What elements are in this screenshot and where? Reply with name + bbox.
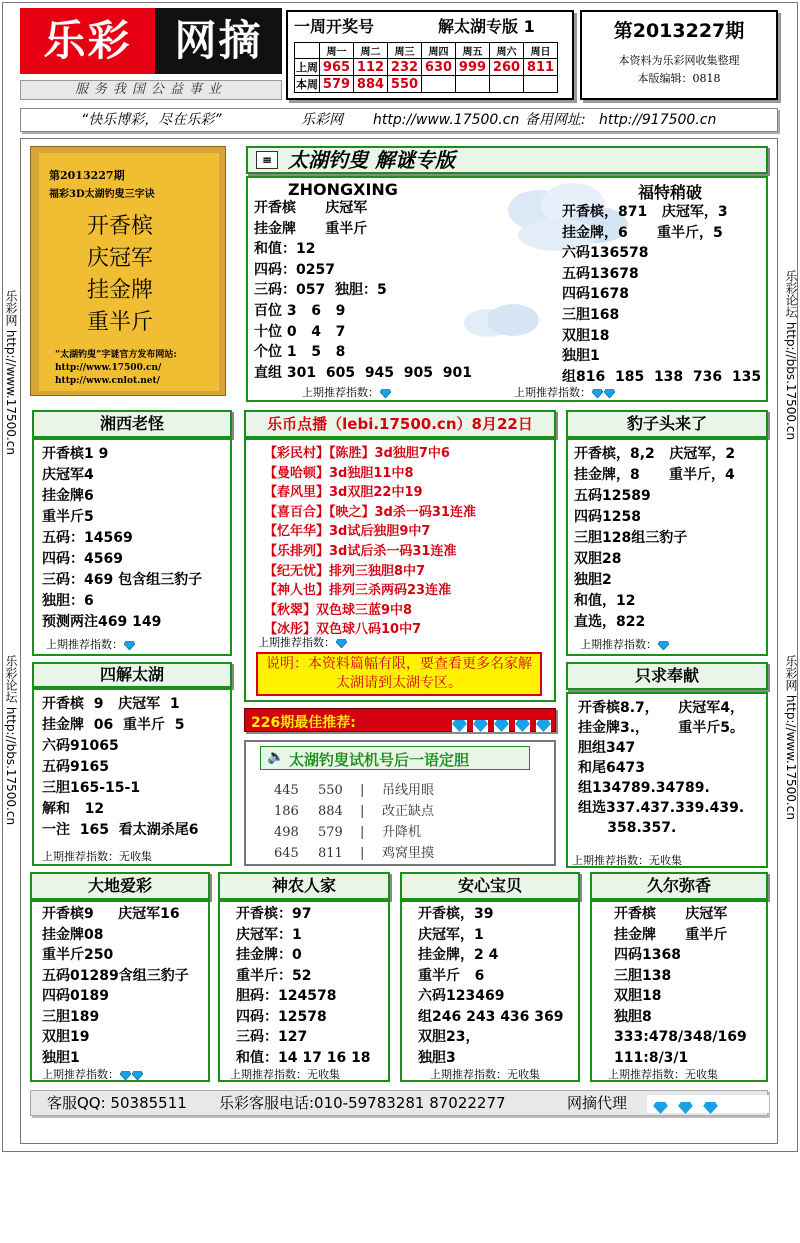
- footer-agent[interactable]: 网摘代理: [567, 1094, 628, 1112]
- pred-line: 四码：12578: [236, 1008, 327, 1025]
- shiji-row: [274, 801, 434, 822]
- day-header: 周六: [490, 43, 524, 59]
- rating-row: [580, 636, 669, 652]
- expert-lines: [562, 202, 761, 387]
- diamond-icon: [515, 720, 530, 732]
- draw-table: [294, 42, 558, 93]
- pred-line: 双胆18: [562, 327, 610, 344]
- poster-footer: [55, 349, 177, 388]
- pred-line: 开香槟 庆冠军: [254, 200, 368, 216]
- pred-line: 独胆：6: [42, 593, 94, 609]
- rating-label: 上期推荐指数：无收集: [572, 854, 682, 867]
- dadi-title: 大地爱彩: [30, 872, 210, 900]
- taihu-title: [246, 146, 768, 174]
- pred-line: 独胆1: [42, 1049, 80, 1066]
- shiji-row: [274, 822, 434, 843]
- broadcast-item[interactable]: 【彩民村】【陈胜】3d独胆7中6: [264, 446, 450, 461]
- taihu-panel: [246, 176, 768, 402]
- taihu-title-text: 太湖钓叟 解谜专版: [288, 148, 455, 172]
- pred-line: 重半斤250: [42, 947, 114, 963]
- shiji-cell: 升降机: [382, 825, 422, 840]
- shiji-cell: 884: [318, 804, 343, 819]
- diamond-icon: [120, 1071, 131, 1080]
- pred-line: 挂金牌：0: [236, 947, 302, 963]
- riddle-poster: [30, 146, 226, 396]
- draw-number: [490, 76, 524, 93]
- issue-editor: 本版编辑：0818: [637, 72, 721, 85]
- diamond-icon: [380, 389, 391, 398]
- poster-inner: [39, 153, 219, 391]
- rating-row: [514, 384, 615, 400]
- pred-line: 挂金牌3.， 重半斤5。: [578, 720, 745, 736]
- shiji-table: [274, 780, 434, 864]
- draw-number: 999: [456, 59, 490, 76]
- shiji-title: 太湖钓叟试机号后一语定胆: [289, 751, 470, 769]
- rating-label: 上期推荐指数：: [258, 636, 335, 649]
- pred-line: 和尾6473: [578, 760, 645, 776]
- diamond-icon: [703, 1102, 718, 1114]
- slogan-quote: “快乐博彩，尽在乐彩”: [81, 112, 222, 128]
- pred-line: 重半斤5: [42, 509, 94, 525]
- xiangxi-title: 湘西老怪: [32, 410, 232, 438]
- shennong-title: 神农人家: [218, 872, 390, 900]
- expert-name: 福特稍破: [638, 183, 703, 202]
- best-rating: [451, 715, 551, 734]
- poster-url[interactable]: http://www.cnlot.net/: [55, 376, 160, 386]
- pred-line: 三胆189: [42, 1008, 100, 1025]
- diamond-icon: [592, 389, 603, 398]
- rating-row: [302, 384, 391, 400]
- pred-line: 双胆18: [614, 988, 662, 1004]
- corner-cell: [295, 43, 320, 59]
- pred-lines: [574, 444, 735, 633]
- shiji-sep: |: [360, 825, 365, 840]
- pred-line: 四码：4569: [42, 551, 123, 567]
- newspaper-icon: ≡: [256, 151, 278, 169]
- rating-label: 上期推荐指数：无收集: [608, 1068, 718, 1081]
- speaker-icon: 🔈: [267, 749, 285, 765]
- issue-note: 本资料为乐彩网收集整理: [618, 54, 740, 67]
- pred-line: 挂金牌 06 重半斤 5: [42, 717, 185, 733]
- rating-label: 上期推荐指数：: [302, 386, 379, 399]
- pred-line: 开香槟 9 庆冠军 1: [42, 696, 180, 712]
- baozi-title: 豹子头来了: [566, 410, 768, 438]
- poster-url[interactable]: http://www.17500.cn/: [55, 363, 162, 373]
- pred-line: 组816 185 138 736 135: [562, 368, 762, 385]
- anxin-title: 安心宝贝: [400, 872, 580, 900]
- pred-line: 和值，12: [574, 593, 636, 609]
- diamond-icon: [653, 1102, 668, 1114]
- day-header: 周日: [524, 43, 558, 59]
- draw-number: [422, 76, 456, 93]
- shiji-cell: 498: [274, 825, 299, 840]
- shiji-cell: 811: [318, 846, 343, 861]
- pred-line: 个位 1 5 8: [254, 344, 346, 361]
- shiji-row: [274, 843, 434, 864]
- draw-number: 112: [354, 59, 388, 76]
- rating-label: 上期推荐指数：无收集: [230, 1068, 340, 1081]
- draw-number: 579: [320, 76, 354, 93]
- draw-number: 232: [388, 59, 422, 76]
- broadcast-panel: [244, 438, 556, 702]
- broadcast-item[interactable]: 【神人也】排列三杀两码23连准: [264, 583, 452, 599]
- pred-line: 四码1368: [614, 947, 681, 963]
- pred-line: 挂金牌6: [42, 488, 94, 504]
- best-bar: [244, 708, 556, 732]
- rating-label: 上期推荐指数：无收集: [430, 1068, 540, 1081]
- pred-line: 三码：057 独胆：5: [254, 282, 387, 299]
- pred-line: 独胆3: [418, 1049, 456, 1066]
- pred-line: 组246 243 436 369: [418, 1008, 564, 1025]
- footer-qq[interactable]: 客服QQ: 50385511: [47, 1094, 187, 1112]
- poster-subtitle: 福彩3D太湖钓叟三字诀: [49, 189, 155, 200]
- sijie-panel: [32, 688, 232, 866]
- shiji-cell: 550: [318, 783, 343, 798]
- logo-slogan: 服务我国公益事业: [20, 80, 282, 100]
- issue-box: [580, 10, 778, 100]
- pred-line: 六码136578: [562, 245, 649, 262]
- pred-line: 开香槟9 庆冠军16: [42, 906, 180, 922]
- draw-subtitle: 解太湖专版 1: [438, 17, 535, 36]
- pred-line: 四码0189: [42, 988, 109, 1004]
- pred-line: 挂金牌，2 4: [418, 947, 499, 963]
- shiji-panel: [244, 740, 556, 866]
- row-label: 上周: [295, 59, 320, 76]
- broadcast-item[interactable]: 【曼哈顿】3d独胆11中8: [264, 465, 414, 481]
- pred-line: 五码13678: [562, 265, 639, 282]
- pred-line: 双胆23，: [418, 1029, 480, 1045]
- rating-label: 上期推荐指数：: [46, 638, 123, 651]
- shiji-cell: 改正缺点: [382, 804, 435, 819]
- pred-line: 和值：14 17 16 18: [236, 1049, 371, 1066]
- pred-line: 重半斤 6: [418, 967, 485, 984]
- pred-line: 预测两注469 149: [42, 614, 162, 630]
- pred-lines: [42, 904, 189, 1068]
- anxin-panel: [400, 900, 580, 1082]
- pred-line: 开香槟，39: [418, 906, 494, 922]
- pred-line: 333:478/348/169: [614, 1029, 747, 1045]
- backup-label: 备用网址:: [525, 112, 586, 128]
- pred-lines: [418, 904, 564, 1068]
- pred-line: 挂金牌08: [42, 926, 104, 943]
- pred-line: 挂金牌，6 重半斤，5: [562, 224, 723, 241]
- pred-line: 庆冠军：1: [236, 926, 302, 943]
- broadcast-list: [264, 444, 476, 640]
- broadcast-item[interactable]: 【乐排列】3d试后杀一码31连准: [264, 543, 457, 559]
- site-url[interactable]: http://www.17500.cn: [373, 112, 520, 128]
- diamond-icon: [473, 720, 488, 732]
- logo: [20, 8, 282, 100]
- baozi-panel: [566, 438, 768, 656]
- shiji-sep: |: [360, 804, 365, 819]
- riddle-line: 重半斤: [87, 310, 154, 335]
- shiji-cell: 579: [318, 825, 343, 840]
- pred-line: 五码9165: [42, 759, 109, 775]
- note-box: 说明：本资料篇幅有限，要查看更多名家解太湖请到太湖专区。: [256, 652, 542, 696]
- sijie-title: 四解太湖: [32, 662, 232, 688]
- pred-line: 胆码：124578: [236, 988, 337, 1004]
- pred-line: 独胆8: [614, 1008, 652, 1025]
- weekly-draw-box: [286, 10, 574, 100]
- pred-line: 百位 3 6 9: [254, 302, 346, 319]
- pred-lines: [578, 698, 744, 838]
- diamond-icon: [494, 720, 509, 732]
- day-header: 周一: [320, 43, 354, 59]
- rating-label: 上期推荐指数：无收集: [42, 850, 152, 863]
- broadcast-title: 乐币点播（lebi.17500.cn）8月22日: [244, 410, 556, 438]
- pred-line: 一注 165 看太湖杀尾6: [42, 822, 199, 838]
- pred-line: 六码123469: [418, 988, 505, 1004]
- pred-line: 庆冠军4: [42, 467, 94, 483]
- pred-line: 和值：12: [254, 241, 316, 258]
- shiji-cell: 445: [274, 783, 299, 798]
- dadi-panel: [30, 900, 210, 1082]
- diamond-icon: [132, 1071, 143, 1080]
- pred-line: 解和 12: [42, 801, 105, 817]
- pred-line: 组134789.34789.: [578, 780, 710, 796]
- pred-line: 挂金牌 重半斤: [614, 926, 728, 943]
- shiji-title-bar: [260, 746, 530, 770]
- poster-riddle: [87, 211, 153, 339]
- pred-line: 胆组347: [578, 740, 636, 756]
- best-title: 226期最佳推荐:: [251, 715, 356, 731]
- diamond-icon: [536, 720, 551, 732]
- rating-row: [46, 636, 135, 652]
- issue-number: 第2013227期: [613, 20, 745, 42]
- riddle-line: 庆冠军: [87, 246, 154, 271]
- rating-label: 上期推荐指数：: [42, 1068, 119, 1081]
- pred-lines: [614, 904, 747, 1068]
- row-label: 本周: [295, 76, 320, 93]
- pred-line: 三胆138: [614, 967, 672, 984]
- pred-line: 三胆168: [562, 306, 620, 323]
- rating-row: [42, 1066, 143, 1082]
- shiji-cell: 鸡窝里摸: [382, 846, 435, 861]
- pred-lines: [42, 444, 202, 633]
- pred-line: 重半斤：52: [236, 967, 312, 984]
- day-header: 周五: [456, 43, 490, 59]
- site-name: 乐彩网: [301, 112, 343, 128]
- pred-line: 开香槟1 9: [42, 446, 109, 462]
- pred-lines: [236, 904, 371, 1068]
- draw-number: 260: [490, 59, 524, 76]
- diamond-icon: [336, 639, 347, 648]
- pred-line: 三码：127: [236, 1029, 308, 1045]
- pred-line: 挂金牌，8 重半斤，4: [574, 467, 735, 483]
- pred-line: 庆冠军，1: [418, 926, 484, 943]
- pred-line: 直组 301 605 945 905 901: [254, 364, 472, 381]
- footer-phone[interactable]: 乐彩客服电话:010-59783281 87022277: [219, 1094, 506, 1112]
- draw-number: 630: [422, 59, 456, 76]
- pred-line: 四码1678: [562, 286, 629, 303]
- logo-left: 乐彩: [20, 8, 155, 74]
- zhiqiu-title: 只求奉献: [566, 662, 768, 690]
- shiji-sep: |: [360, 846, 365, 861]
- broadcast-item[interactable]: 【忆年华】3d试后独胆9中7: [264, 524, 431, 540]
- pred-line: 开香槟，8,2 庆冠军，2: [574, 446, 736, 462]
- poster-note: “太湖钓叟”字谜官方发布网站:: [55, 350, 177, 360]
- draw-number: 550: [388, 76, 422, 93]
- side-text-right-top: 乐彩论坛 http://bbs.17500.cn: [784, 270, 798, 441]
- broadcast-item[interactable]: 【纪无忧】排列三独胆8中7: [264, 563, 426, 579]
- logo-right: 网摘: [155, 8, 282, 74]
- draw-number: 884: [354, 76, 388, 93]
- shiji-cell: 645: [274, 846, 299, 861]
- draw-number: 811: [524, 59, 558, 76]
- broadcast-item[interactable]: 【春风里】3d双胆22中19: [264, 485, 423, 501]
- day-header: 周二: [354, 43, 388, 59]
- pred-line: 358.357.: [578, 820, 677, 836]
- poster-issue: 第2013227期: [49, 169, 125, 182]
- pred-line: 三胆128组三豹子: [574, 530, 688, 546]
- pred-line: 独胆1: [562, 348, 600, 365]
- side-text-left-bottom: 乐彩论坛 http://bbs.17500.cn: [4, 655, 18, 826]
- pred-line: 直选，822: [574, 614, 646, 630]
- riddle-line: 挂金牌: [87, 278, 154, 303]
- pred-line: 挂金牌 重半斤: [254, 220, 368, 237]
- broadcast-item[interactable]: 【冰彤】双色球八码10中7: [264, 622, 422, 638]
- pred-line: 开香槟，871 庆冠军，3: [562, 204, 728, 220]
- day-header: 周三: [388, 43, 422, 59]
- footer-rating: [647, 1095, 769, 1113]
- pred-line: 十位 0 4 7: [254, 323, 346, 340]
- pred-line: 六码91065: [42, 738, 119, 754]
- jiuer-panel: [590, 900, 768, 1082]
- diamond-icon: [678, 1102, 693, 1114]
- pred-line: 五码01289含组三豹子: [42, 967, 189, 984]
- pred-line: 开香槟 庆冠军: [614, 906, 728, 922]
- side-text-right-bottom: 乐彩网 http://www.17500.cn: [784, 655, 798, 820]
- rating-label: 上期推荐指数：: [580, 638, 657, 651]
- broadcast-item[interactable]: 【秋翠】双色球三蓝9中8: [264, 602, 413, 618]
- issue-notes: [582, 52, 776, 88]
- diamond-icon: [124, 641, 135, 650]
- pred-line: 四码1258: [574, 509, 641, 525]
- expert-name: ZHONGXING: [288, 180, 398, 199]
- rating-label: 上期推荐指数：: [514, 386, 591, 399]
- backup-url[interactable]: http://917500.cn: [599, 112, 717, 128]
- pred-line: 五码12589: [574, 488, 651, 504]
- riddle-line: 开香槟: [87, 214, 154, 239]
- draw-title: 一周开奖号: [294, 17, 375, 36]
- expert-lines: [254, 198, 472, 383]
- draw-number: [524, 76, 558, 93]
- shiji-cell: 186: [274, 804, 299, 819]
- day-header: 周四: [422, 43, 456, 59]
- pred-line: 双胆28: [574, 551, 622, 567]
- zhiqiu-panel: [566, 692, 768, 868]
- pred-line: 111:8/3/1: [614, 1049, 689, 1066]
- shiji-sep: |: [360, 783, 365, 798]
- broadcast-item[interactable]: 【喜百合】【映之】3d杀一码31连准: [264, 504, 476, 520]
- shiji-row: [274, 780, 434, 801]
- pred-lines: [42, 694, 198, 841]
- diamond-icon: [452, 720, 467, 732]
- pred-line: 开香槟：97: [236, 906, 312, 922]
- pred-line: 双胆19: [42, 1029, 90, 1045]
- draw-number: [456, 76, 490, 93]
- pred-line: 四码：0257: [254, 261, 335, 278]
- pred-line: 三码：469 包含组三豹子: [42, 572, 203, 588]
- pred-line: 开香槟8.7， 庆冠军4，: [578, 700, 745, 716]
- diamond-icon: [658, 641, 669, 650]
- side-text-left-top: 乐彩网 http://www.17500.cn: [4, 290, 18, 455]
- pred-line: 五码：14569: [42, 530, 133, 546]
- pred-line: 三胆165-15-1: [42, 780, 141, 796]
- xiangxi-panel: [32, 438, 232, 656]
- shiji-cell: 吊线用眼: [382, 783, 435, 798]
- pred-line: 独胆2: [574, 572, 612, 588]
- rating-row: [258, 634, 347, 650]
- footer-bar: [30, 1090, 768, 1116]
- diamond-icon: [604, 389, 615, 398]
- shennong-panel: [218, 900, 390, 1082]
- jiuer-title: 久尔弥香: [590, 872, 768, 900]
- draw-number: 965: [320, 59, 354, 76]
- pred-line: 组选337.437.339.439.: [578, 800, 745, 816]
- slogan-line: [20, 108, 778, 132]
